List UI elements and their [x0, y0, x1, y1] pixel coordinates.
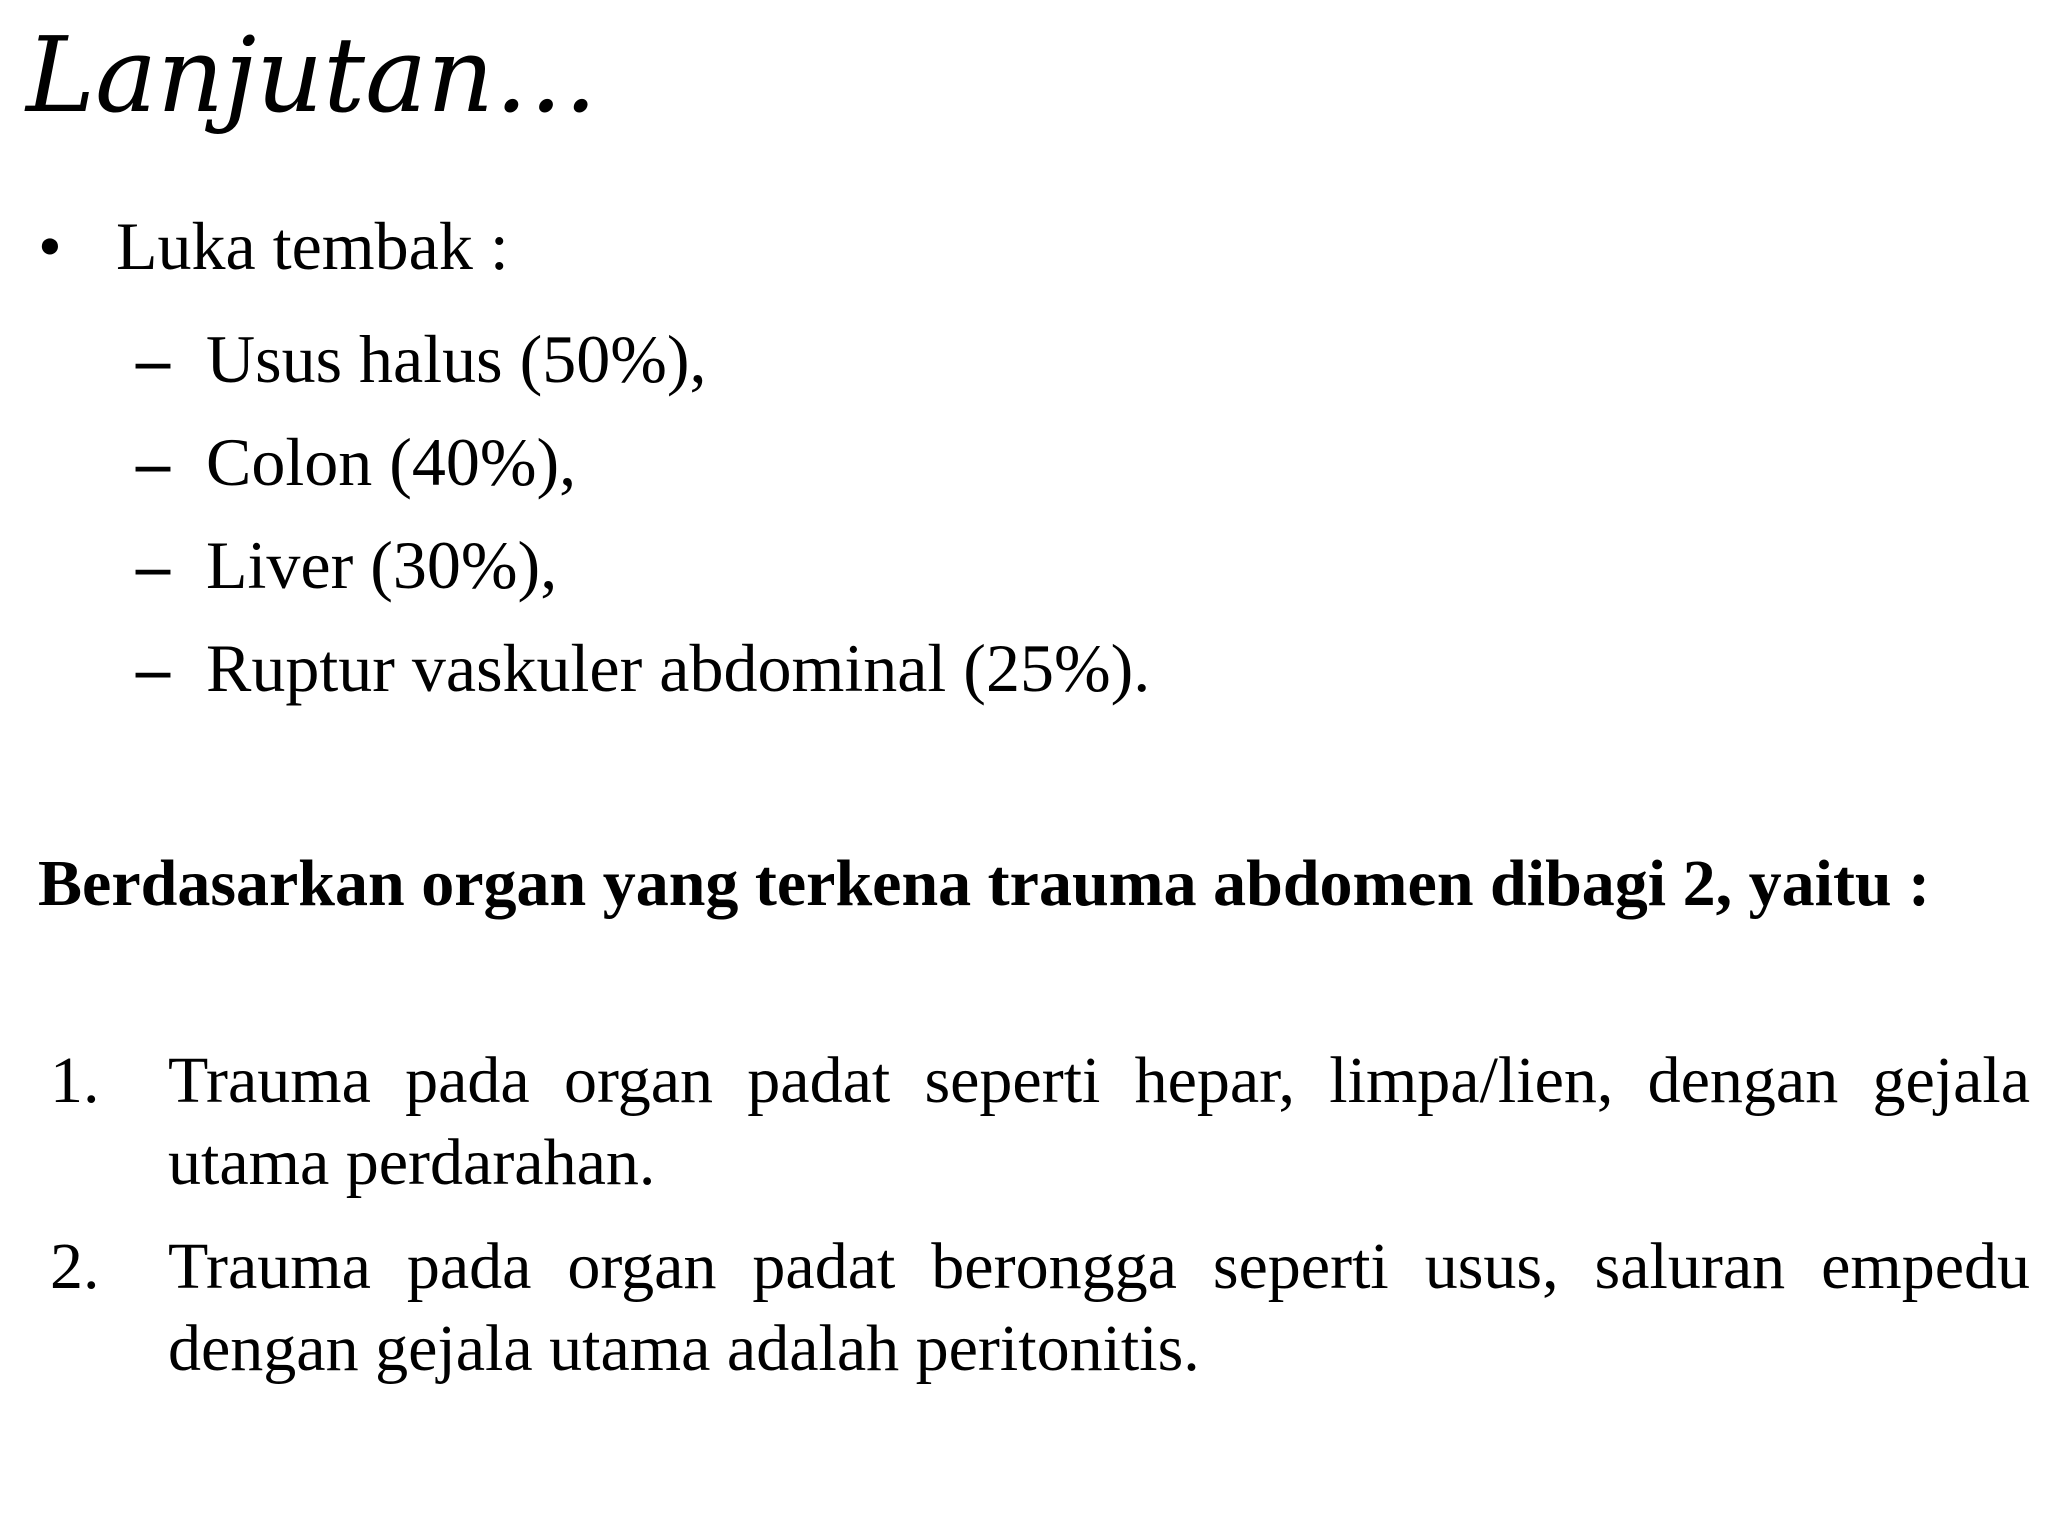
sub-item-text: Ruptur vaskuler abdominal (25%). [206, 630, 1151, 706]
intro-paragraph: Berdasarkan organ yang terkena trauma abdomen dibagi 2, yaitu : [38, 847, 1931, 920]
dash-marker: – [136, 424, 170, 500]
sub-list-item [136, 617, 1150, 720]
list-item-text: Trauma pada organ padat berongga seperti usus, saluran empedu dengan gejala utama adalah peritonitis. [168, 1230, 2030, 1385]
numbered-list-item [50, 1226, 2030, 1390]
sub-list-item [136, 514, 1150, 617]
dash-marker: – [136, 527, 170, 603]
list-number: 2. [50, 1230, 100, 1303]
bullet-label: Luka tembak : [116, 208, 509, 284]
sub-list-item [136, 308, 1150, 411]
bullet-marker: • [38, 208, 62, 284]
sub-item-text: Usus halus (50%), [206, 321, 707, 397]
numbered-list [50, 1040, 2030, 1412]
bullet-item-luka-tembak [38, 206, 509, 286]
dash-marker: – [136, 321, 170, 397]
slide-title: Lanjutan… [26, 14, 599, 136]
sub-item-text: Colon (40%), [206, 424, 577, 500]
dash-marker: – [136, 630, 170, 706]
sub-item-text: Liver (30%), [206, 527, 558, 603]
list-item-text: Trauma pada organ padat seperti hepar, limpa/lien, dengan gejala utama perdarahan. [168, 1044, 2030, 1199]
numbered-list-item [50, 1040, 2030, 1204]
sub-list [136, 308, 1150, 720]
sub-list-item [136, 411, 1150, 514]
list-number: 1. [50, 1044, 100, 1117]
